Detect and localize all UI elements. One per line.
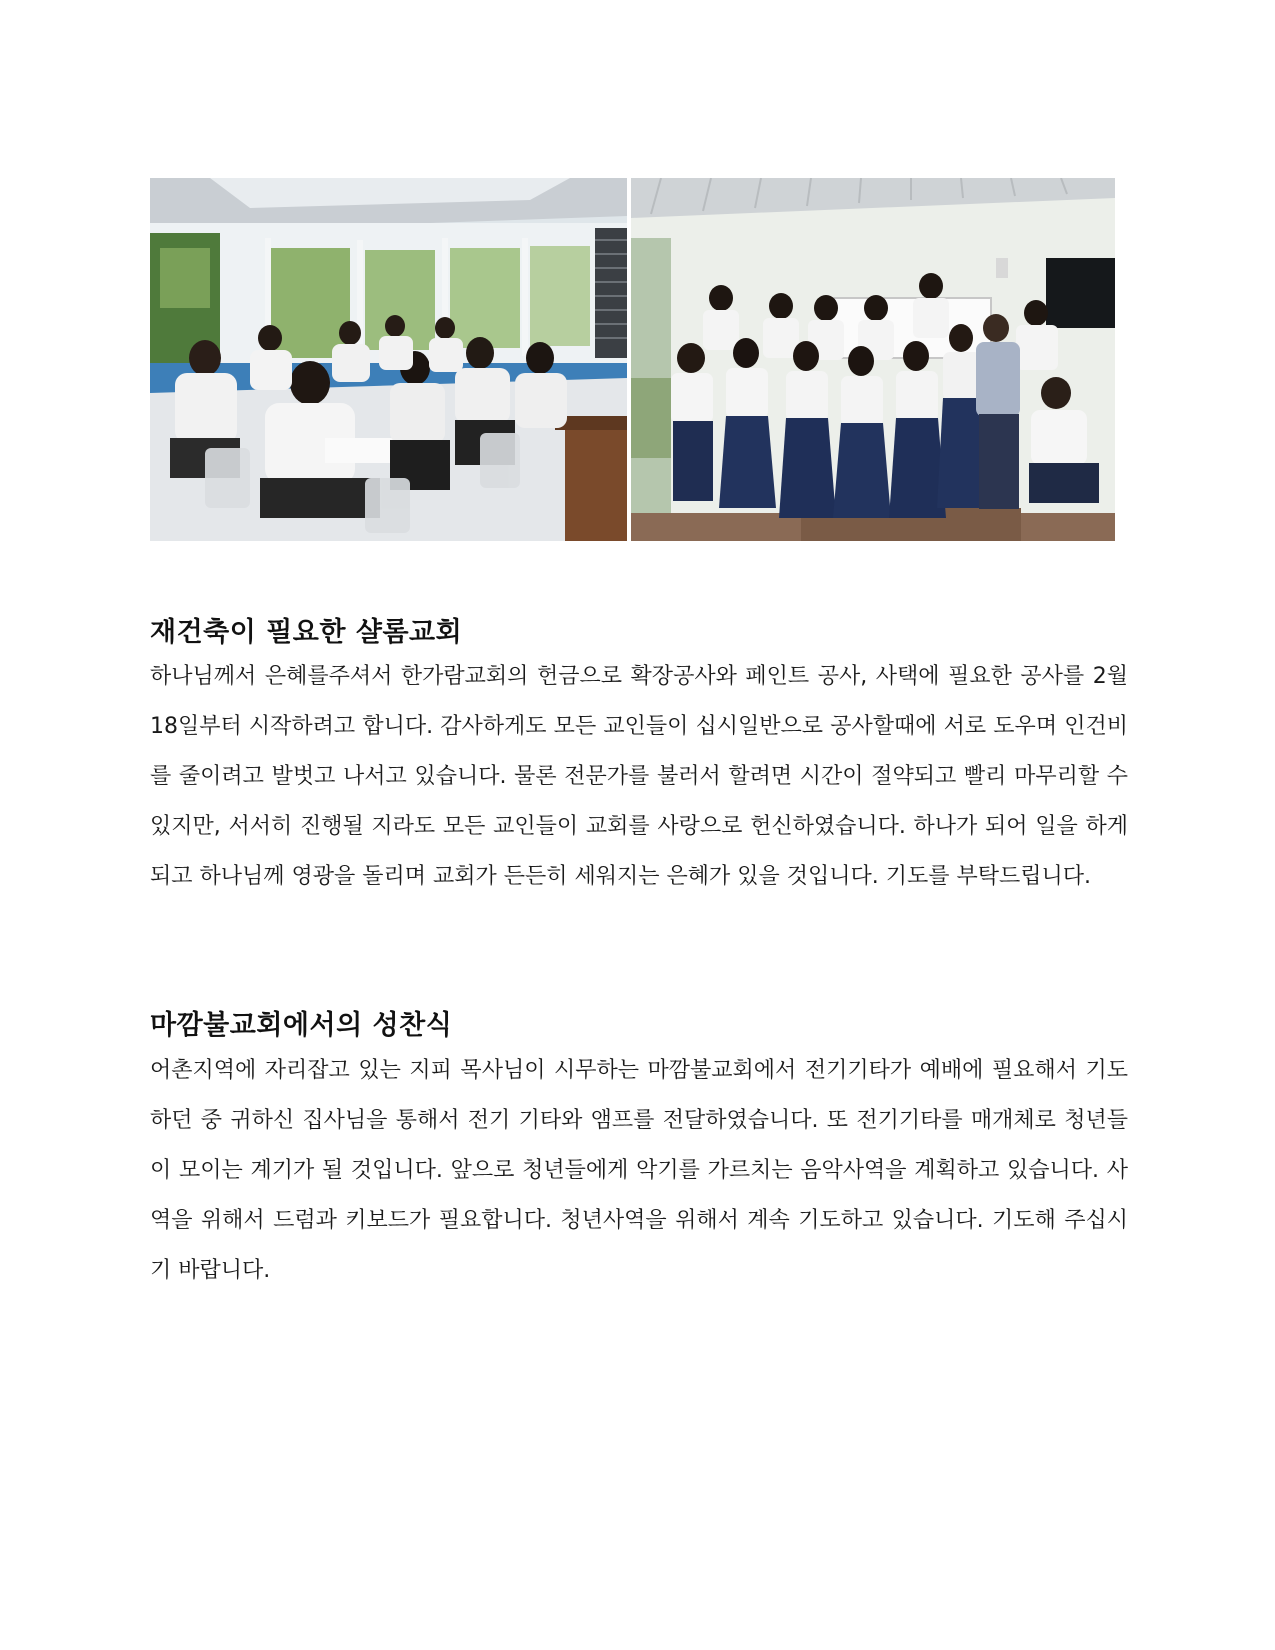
- classroom-students-writing-photo: [150, 178, 627, 541]
- group-of-students-posing-photo: [631, 178, 1115, 541]
- section-body-makkambul-church: 어촌지역에 자리잡고 있는 지피 목사님이 시무하는 마깜불교회에서 전기기타가 예배에 필요해서 기도하던 중 귀하신 집사님을 통해서 전기 기타와 앰프를 전달하였습니다. 또 전기기타를 매개체로 청년들이 모이는 계기가 될 것입니다. 앞으로 청년들에게 악기를 가르치는 음악사역을 계획하고 있습니다. 사역을 위해서 드럼과 키보드가 필요합니다. 청년사역을 위해서 계속 기도하고 있습니다. 기도해 주십시기 바랍니다.: [150, 1058, 1128, 1283]
- section-body-shalom-church: 하나님께서 은혜를주셔서 한가람교회의 헌금으로 확장공사와 페인트 공사, 사택에 필요한 공사를 2월 18일부터 시작하려고 합니다. 감사하게도 모든 교인들이 십시일반으로 공사할때에 서로 도우며 인건비를 줄이려고 발벗고 나서고 있습니다. 물론 전문가를 불러서 할려면 시간이 절약되고 빨리 마무리할 수 있지만, 서서히 진행될 지라도 모든 교인들이 교회를 사랑으로 헌신하였습니다. 하나가 되어 일을 하게 되고 하나님께 영광을 돌리며 교회가 든든히 세워지는 은혜가 있을 것입니다. 기도를 부탁드립니다.: [150, 664, 1128, 889]
- section-heading-shalom-church: 재건축이 필요한 샬롬교회: [150, 617, 463, 648]
- photo-row: [150, 178, 1116, 541]
- section-heading-makkambul-church: 마깜불교회에서의 성찬식: [150, 1010, 453, 1041]
